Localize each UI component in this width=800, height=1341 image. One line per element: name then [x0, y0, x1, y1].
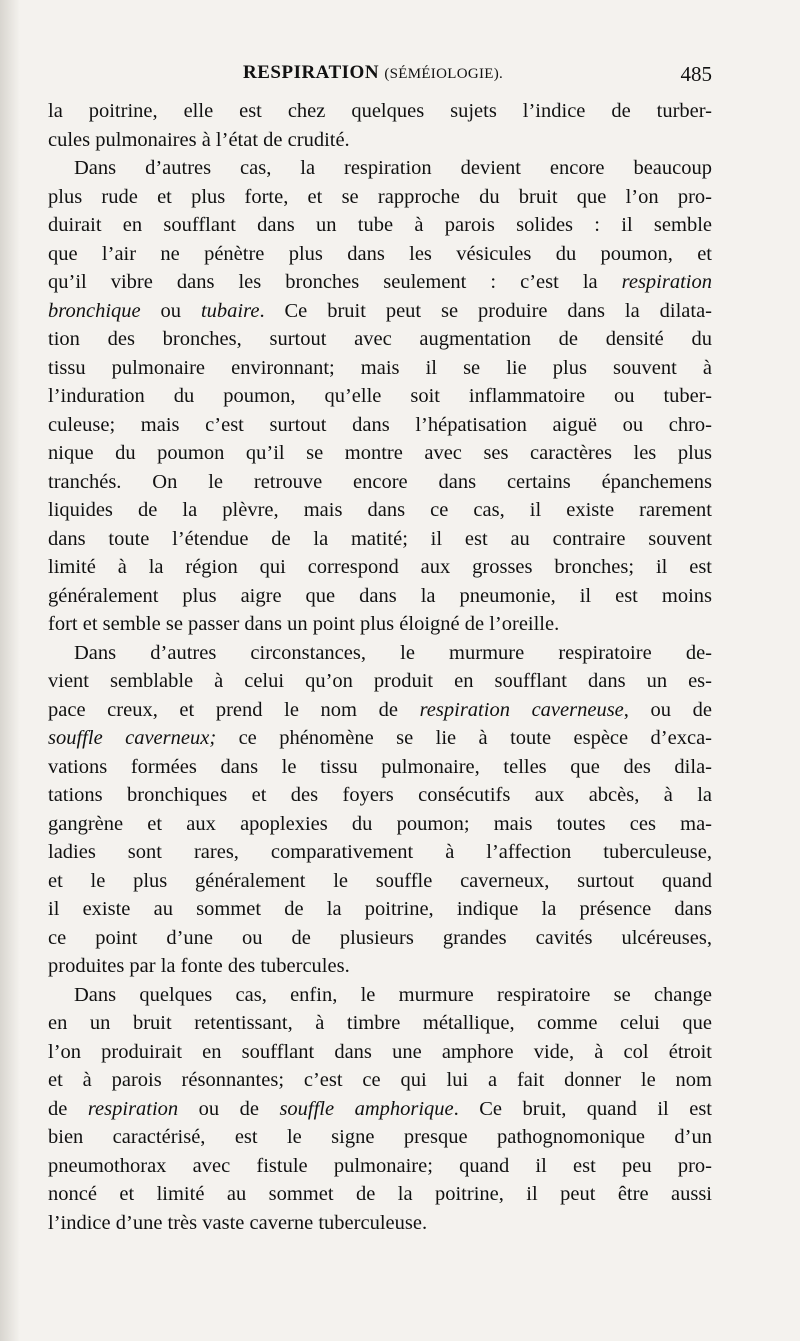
italic-term: respiration caverneuse [419, 698, 624, 721]
text-segment: vations formées dans le tissu pulmonaire, telles que des dila- [48, 755, 712, 778]
text-line [48, 553, 712, 582]
text-segment: ladies sont rares, comparativement à l’affection tuberculeuse, [48, 841, 712, 863]
text-line [48, 696, 712, 725]
running-title-main: RESPIRATION [243, 62, 380, 83]
page-gutter-shadow [0, 0, 20, 1341]
body-text [48, 97, 712, 1237]
italic-term: respiration [621, 271, 712, 293]
text-line [48, 496, 712, 525]
text-segment: et à parois résonnantes; c’est ce qui lui a fait donner le nom [48, 1069, 712, 1091]
text-segment: bien caractérisé, est le signe presque pathognomonique d’un [48, 1126, 712, 1148]
text-line [48, 468, 712, 497]
text-line [48, 582, 712, 611]
text-segment: il existe au sommet de la poitrine, indique la présence dans [48, 898, 712, 920]
running-header [48, 62, 712, 92]
italic-term: tubaire [200, 299, 260, 322]
page-number: 485 [680, 62, 712, 86]
text-segment: liquides de la plèvre, mais dans ce cas, il existe rarement [48, 499, 712, 521]
text-line [48, 667, 712, 696]
text-line [48, 838, 712, 867]
text-segment: culeuse; mais c’est surtout dans l’hépatisation aiguë ou chro- [48, 413, 712, 436]
text-line [48, 810, 712, 839]
text-line [48, 981, 712, 1010]
text-segment: la poitrine, elle est chez quelques sujets l’indice de turber- [48, 100, 712, 122]
text-segment: tion des bronches, surtout avec augmentation de densité du [48, 328, 712, 350]
text-segment: . Ce bruit peut se produire dans la dilata- [259, 299, 712, 322]
text-segment: tissu pulmonaire environnant; mais il se lie plus souvent à [48, 356, 712, 379]
text-segment: qu’il vibre dans les bronches seulement : c’est la [48, 271, 622, 293]
text-segment: pneumothorax avec fistule pulmonaire; quand il est peu pro- [48, 1154, 712, 1177]
text-segment: généralement plus aigre que dans la pneumonie, il est moins [48, 584, 712, 607]
text-line [48, 753, 712, 782]
text-segment: que l’air ne pénètre plus dans les vésicules du poumon, et [48, 242, 712, 265]
text-segment: de [48, 1097, 88, 1120]
text-segment: Dans d’autres cas, la respiration devient encore beaucoup [74, 157, 712, 179]
text-segment: et le plus généralement le souffle caverneux, surtout quand [48, 869, 712, 892]
text-line [48, 1009, 712, 1038]
text-line [48, 1209, 712, 1238]
text-line [48, 97, 712, 126]
text-segment: l’on produirait en soufflant dans une amphore vide, à col étroit [48, 1040, 712, 1063]
text-segment: ce point d’une ou de plusieurs grandes cavités ulcéreuses, [48, 926, 712, 949]
text-line [48, 895, 712, 924]
text-line [48, 1095, 712, 1124]
text-segment: ou de [178, 1097, 280, 1120]
text-line [48, 1152, 712, 1181]
text-line [48, 781, 712, 810]
text-line [48, 1123, 712, 1152]
text-line [48, 1066, 712, 1095]
text-segment: pace creux, et prend le nom de [48, 698, 420, 721]
text-line [48, 525, 712, 554]
text-line [48, 1180, 712, 1209]
italic-term: souffle caverneux; [48, 727, 217, 749]
text-segment: gangrène et aux apoplexies du poumon; mais toutes ces ma- [48, 812, 712, 835]
text-line [48, 724, 712, 753]
text-segment: en un bruit retentissant, à timbre métallique, comme celui que [48, 1012, 712, 1034]
text-segment: Dans d’autres circonstances, le murmure respiratoire de- [74, 641, 712, 664]
text-segment: tations bronchiques et des foyers consécutifs aux abcès, à la [48, 784, 712, 806]
text-segment: plus rude et plus forte, et se rapproche du bruit que l’on pro- [48, 185, 712, 208]
text-line [48, 411, 712, 440]
text-line [48, 924, 712, 953]
text-line [48, 297, 712, 326]
text-segment: ou [140, 299, 201, 322]
text-segment: cules pulmonaires à l’état de crudité. [48, 128, 350, 151]
text-line [48, 183, 712, 212]
text-line [48, 354, 712, 383]
text-segment: nique du poumon qu’il se montre avec ses caractères les plus [48, 442, 712, 464]
text-line [48, 610, 712, 639]
running-title-sub: (SÉMÉIOLOGIE). [384, 66, 504, 82]
text-segment: . Ce bruit, quand il est [453, 1097, 712, 1120]
text-line [48, 211, 712, 240]
text-segment: duirait en soufflant dans un tube à parois solides : il semble [48, 214, 712, 236]
italic-term: souffle amphorique [279, 1097, 454, 1120]
text-line [48, 240, 712, 269]
text-segment: l’indice d’une très vaste caverne tuberculeuse. [48, 1211, 428, 1234]
text-segment: noncé et limité au sommet de la poitrine, il peut être aussi [48, 1183, 712, 1205]
text-line [48, 439, 712, 468]
text-line [48, 268, 712, 297]
text-line [48, 639, 712, 668]
text-segment: l’induration du poumon, qu’elle soit inflammatoire ou tuber- [48, 385, 712, 407]
italic-term: bronchique [48, 299, 141, 322]
text-segment: produites par la fonte des tubercules. [48, 955, 350, 977]
text-line [48, 126, 712, 155]
text-line [48, 1038, 712, 1067]
text-line [48, 325, 712, 354]
text-segment: vient semblable à celui qu’on produit en soufflant dans un es- [48, 670, 712, 692]
text-segment: limité à la région qui correspond aux grosses bronches; il est [48, 556, 712, 578]
text-line [48, 382, 712, 411]
text-line [48, 154, 712, 183]
text-segment: ce phénomène se lie à toute espèce d’exca- [216, 727, 712, 749]
text-line [48, 867, 712, 896]
text-segment: , ou de [623, 698, 712, 721]
italic-term: respiration [87, 1097, 179, 1120]
running-title [243, 62, 503, 84]
text-segment: Dans quelques cas, enfin, le murmure respiratoire se change [74, 983, 712, 1006]
text-segment: fort et semble se passer dans un point plus éloigné de l’oreille. [48, 613, 560, 635]
text-line [48, 952, 712, 981]
text-segment: dans toute l’étendue de la matité; il est au contraire souvent [48, 527, 712, 550]
text-segment: tranchés. On le retrouve encore dans certains épanchemens [48, 470, 712, 493]
